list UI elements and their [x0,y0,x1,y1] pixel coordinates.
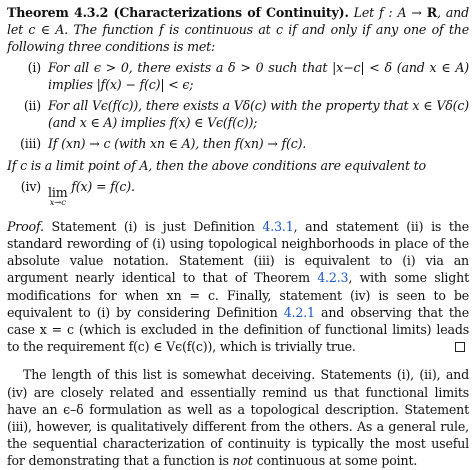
condition-label: (i) [27,59,41,75]
theorem-statement: Let f : A → R, and let c ∈ A. The function f is continuous at c if and only if any one of the following three conditions is met: [7,5,469,55]
condition-text [48,178,469,208]
condition-label: (iv) [20,178,41,194]
remark-paragraph: The length of this list is somewhat deceiving. Statements (i), (ii), and (iv) are closely related and essentially remind us that functional limits have an ϵ–δ formulation as well as a topological description. Statement (iii), however, is qualitatively different from the others. As a general rule, the sequential characterization of continuity is typically the most useful for demonstrating that a function is not continuous at some point. [7,367,469,469]
definition-link-4-2-1[interactable]: 4.2.1 [283,304,315,320]
qed-square-icon [455,342,465,352]
condition-label: (ii) [23,98,41,114]
emphasis-not: not [232,453,253,469]
condition-label: (iii) [19,136,41,152]
conditions-list [7,59,469,153]
definition-link-4-3-1[interactable]: 4.3.1 [262,218,294,234]
limit-expression: f(x) = f(c). [71,178,135,194]
theorem-heading: Theorem 4.3.2 (Characterizations of Continuity). [7,5,349,20]
limit-point-sentence: If c is a limit point of A, then the above conditions are equivalent to [7,157,426,173]
condition-ii [7,97,469,131]
condition-i [7,59,469,93]
condition-text: For all Vϵ(f(c)), there exists a Vδ(c) with the property that x ∈ Vδ(c) (and x ∈ A) implies f(x) ∈ Vϵ(f(c)); [48,98,469,131]
textbook-page [7,4,469,470]
condition-iii [7,135,469,152]
proof-paragraph: Proof. Statement (i) is just Definition 4.3.1, and statement (ii) is the standard rewording of (i) using topological neighborhoods in place of the absolute value notation. Statement (iii) is equivalent to (i) via an argument nearly identical to that of Theorem 4.2.3, with some slight modifications for when xn = c. Finally, statement (iv) is seen to be equivalent to (i) by considering Definition 4.2.1 and observing that the case x = c (which is excluded in the definition of functional limits) leads to the requirement f(c) ∈ Vϵ(f(c)), which is trivially true. [7,218,470,355]
reals-symbol: R [426,5,438,20]
condition-iv [7,178,469,208]
proof-label: Proof. [7,218,44,234]
condition-text: If (xn) → c (with xn ∈ A), then f(xn) → f(c). [48,136,307,152]
limit-operator: lim x→c [48,184,68,208]
theorem-link-4-2-3[interactable]: 4.2.3 [317,270,349,286]
theorem-block [7,4,469,56]
condition-text: For all ϵ > 0, there exists a δ > 0 such that |x−c| < δ (and x ∈ A) implies |f(x) − f(c)| < ϵ; [48,59,469,92]
